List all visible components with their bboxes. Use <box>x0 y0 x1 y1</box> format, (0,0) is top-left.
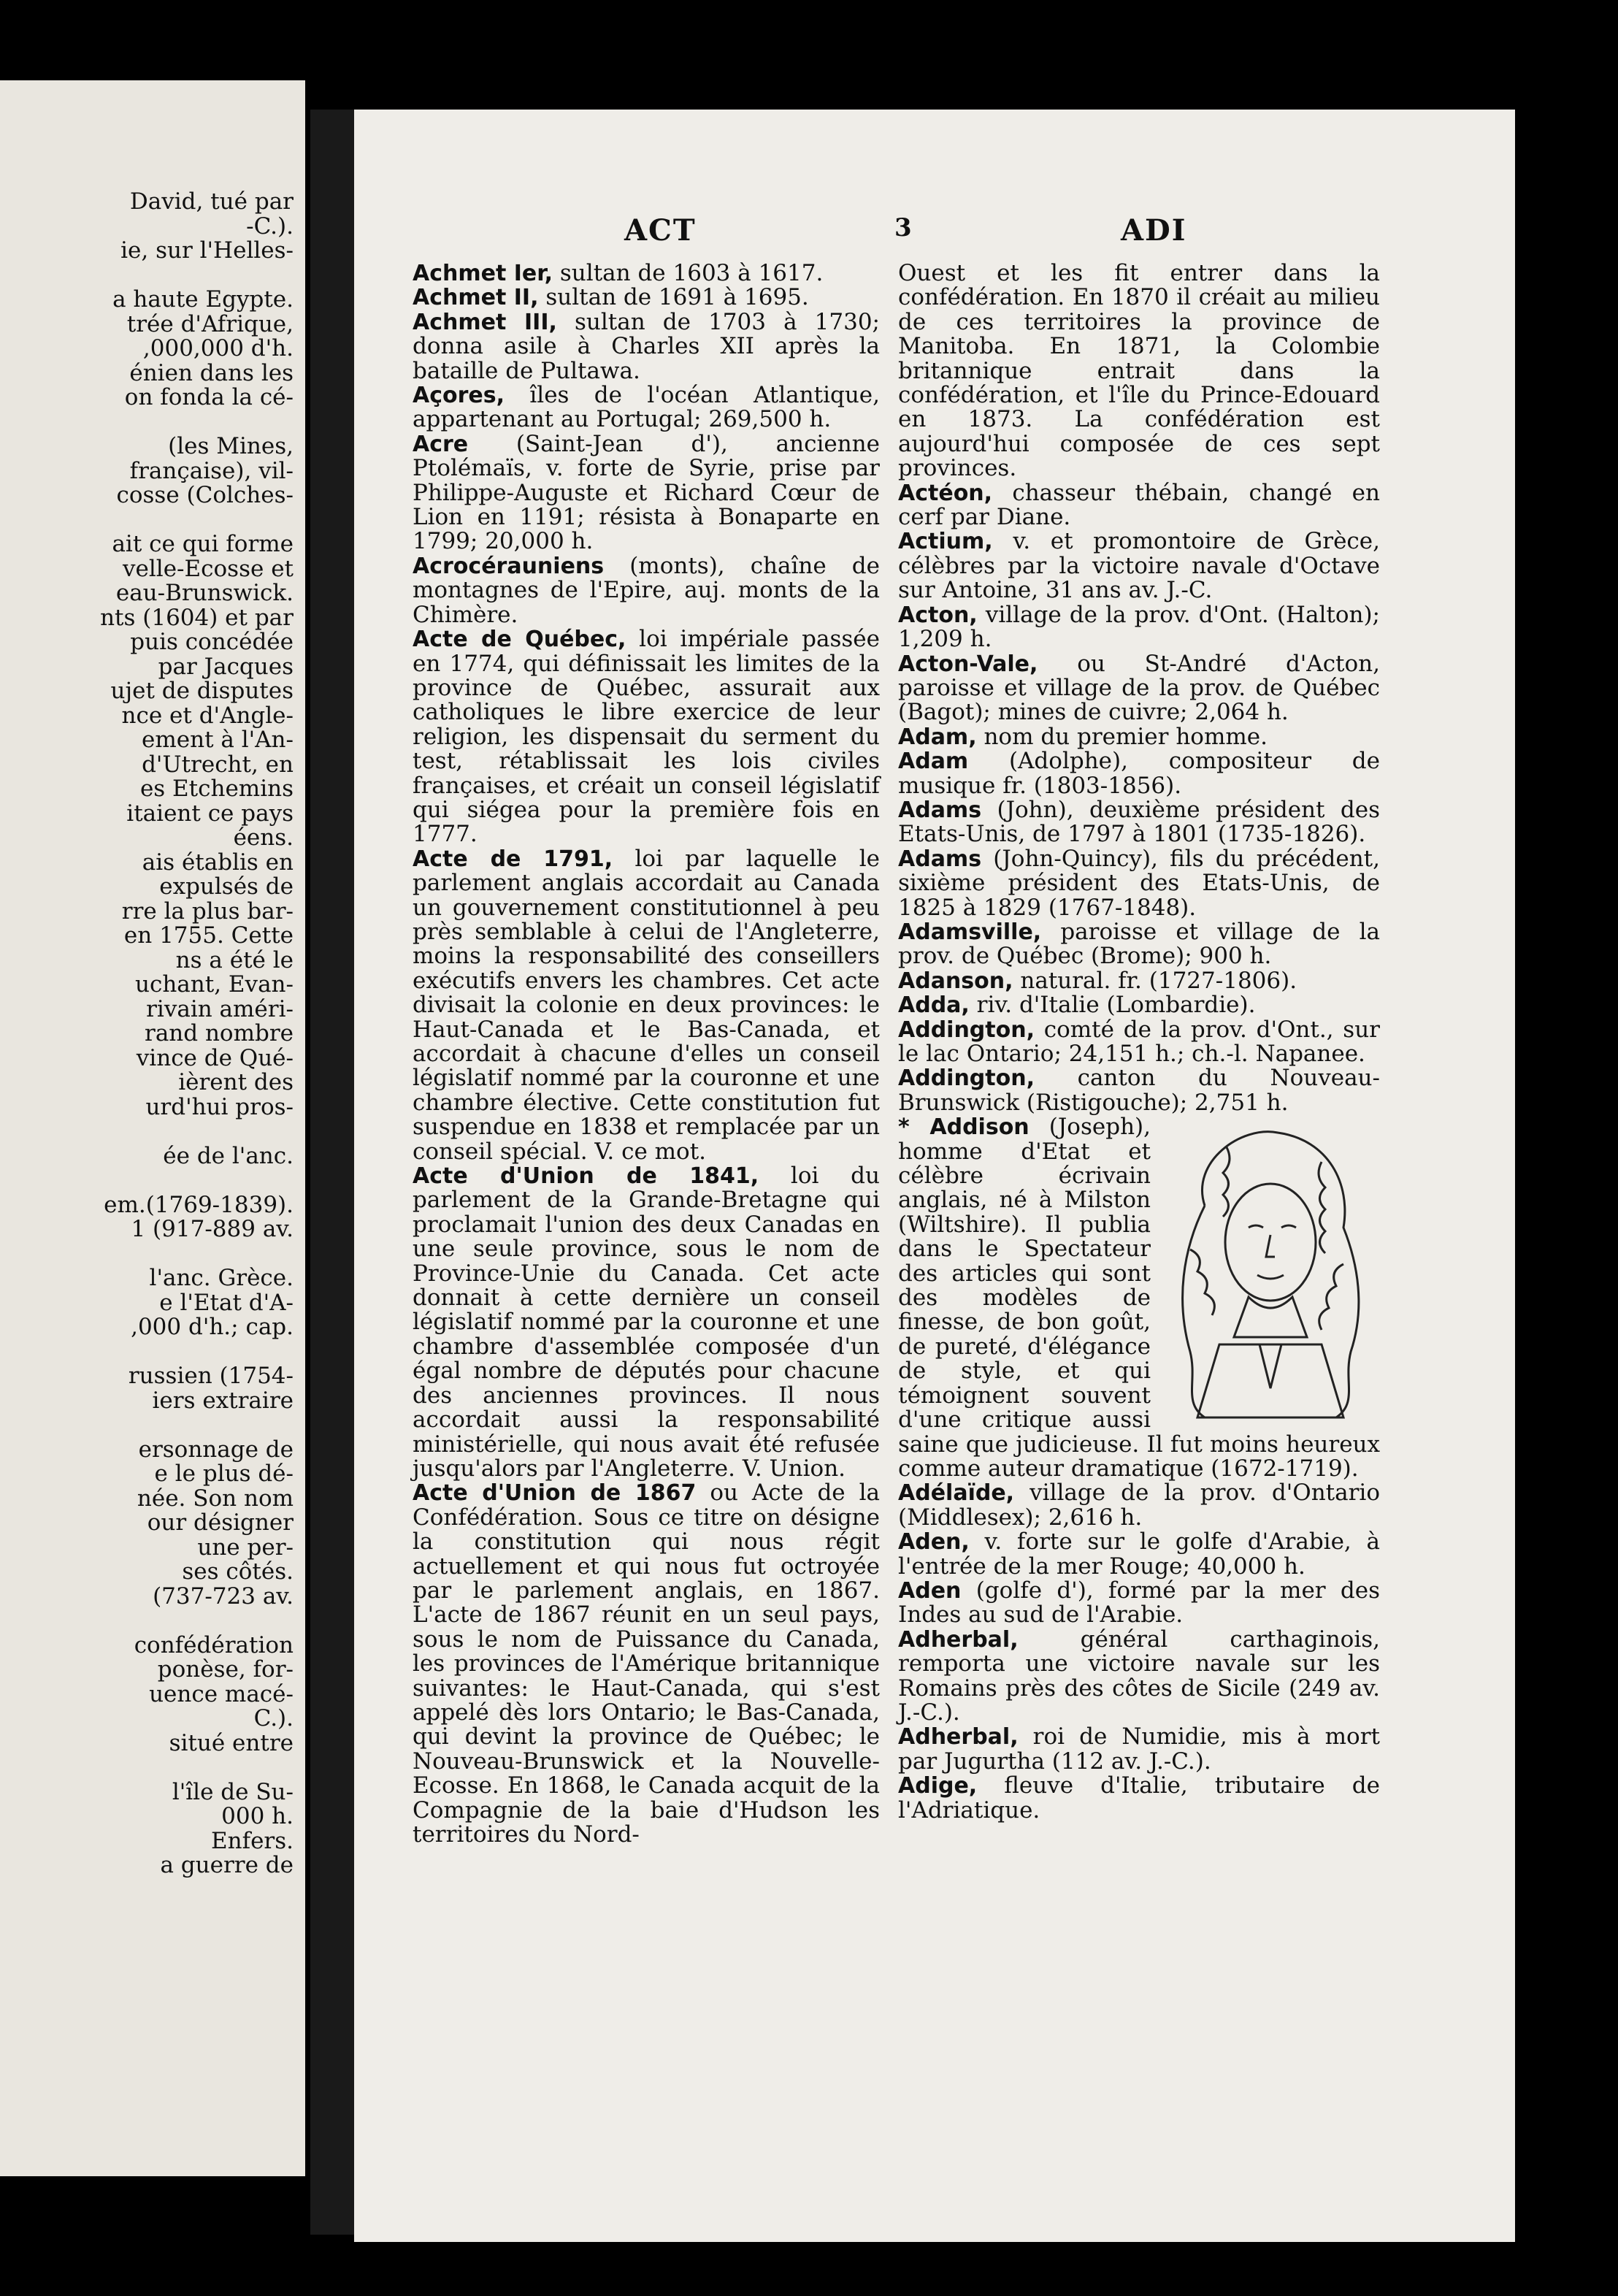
facing-page-line: rre la plus bar- <box>121 898 294 925</box>
facing-page-line: éens. <box>233 824 294 851</box>
facing-page-line: vince de Qué- <box>136 1044 294 1071</box>
dictionary-entry <box>898 798 1380 847</box>
facing-page <box>0 80 305 2176</box>
facing-page-line: d'Utrecht, en <box>142 751 294 778</box>
facing-page-line: expulsés de <box>159 873 294 900</box>
facing-page-line: née. Son nom <box>137 1485 294 1512</box>
facing-page-line: velle-Ecosse et <box>123 555 294 582</box>
dictionary-entry <box>413 1164 880 1481</box>
entry-definition: (John-Quincy), fils du précédent, sixième président des Etats-Unis, de 1825 à 1829 (1767-1848). <box>898 845 1380 921</box>
entry-headword: Adam <box>898 749 969 775</box>
facing-page-line: Enfers. <box>211 1827 294 1854</box>
addison-portrait-icon <box>1161 1118 1380 1425</box>
entry-definition: loi impériale passée en 1774, qui définissait les limites de la province de Québec, assurait aux catholiques le libre exercice de leur religion, les dispensait du serment du test, rétablissait les lois civiles françaises, et créait un conseil législatif qui siégea pour la première fois en 1777. <box>413 626 880 848</box>
facing-page-line: uchant, Evan- <box>135 971 294 998</box>
entry-definition: fleuve d'Italie, tributaire de l'Adriatique. <box>898 1772 1380 1824</box>
entry-definition: v. forte sur le golfe d'Arabie, à l'entrée de la mer Rouge; 40,000 h. <box>898 1528 1380 1580</box>
facing-page-line <box>1 1413 294 1438</box>
dictionary-entry <box>898 969 1380 993</box>
dictionary-entry <box>413 847 880 1164</box>
dictionary-entry <box>413 383 880 432</box>
dictionary-page <box>354 110 1515 2242</box>
facing-page-line: eau-Brunswick. <box>115 580 294 606</box>
entry-headword: Acte de Québec, <box>413 627 626 653</box>
entry-headword: Acte de 1791, <box>413 846 613 872</box>
running-head-left: ACT <box>624 213 697 248</box>
entry-definition: îles de l'océan Atlantique, appartenant au Portugal; 269,500 h. <box>413 382 880 433</box>
dictionary-entry <box>898 847 1380 920</box>
facing-page-line <box>1 410 294 435</box>
facing-page-line: 000 h. <box>221 1803 294 1829</box>
dictionary-entry <box>898 920 1380 969</box>
entry-definition: paroisse et village de la prov. de Québec (Brome); 900 h. <box>898 918 1380 970</box>
facing-page-line: es Etchemins <box>139 776 294 802</box>
facing-page-line: em.(1769-1839). <box>104 1191 294 1218</box>
entry-definition: natural. fr. (1727-1806). <box>1013 967 1297 994</box>
facing-page-line <box>1 1756 294 1780</box>
dictionary-entry <box>898 652 1380 725</box>
dictionary-entry <box>898 1579 1380 1628</box>
entry-headword: Achmet III, <box>413 309 557 335</box>
entry-definition: roi de Numidie, mis à mort par Jugurtha (112 av. J.-C.). <box>898 1723 1380 1775</box>
facing-page-line: a guerre de <box>160 1852 294 1878</box>
entry-headword: Adanson, <box>898 968 1013 994</box>
entry-definition: loi du parlement de la Grande-Bretagne qui proclamait l'union des deux Canadas en une seule province, sous le nom de Province-Unie du Canada. Cet acte donnait à cette dernière un conseil législatif nommé par la couronne et une chambre d'assemblée composée d'un égal nombre de députés pour chacune des anciennes provinces. Il nous accordait aussi la responsabilité ministérielle, qui nous avait été refusée jusqu'alors par l'Angleterre. V. Union. <box>413 1163 880 1482</box>
dictionary-entry <box>898 529 1380 602</box>
entry-headword: Actium, <box>898 529 993 555</box>
entry-headword: Adélaïde, <box>898 1480 1015 1507</box>
dictionary-entry <box>898 749 1380 798</box>
entry-definition: ou St-André d'Acton, paroisse et village de la prov. de Québec (Bagot); mines de cuivre; 2,064 h. <box>898 650 1380 726</box>
facing-page-line: urd'hui pros- <box>145 1093 294 1120</box>
entry-definition: loi par laquelle le parlement anglais accordait au Canada un gouvernement constitutionnel à peu près semblable à celui de l'Angleterre, moins la responsabilité des conseillers exécutifs envers les chambres. Cet acte divisait la colonie en deux provinces: le Haut-Canada et le Bas-Canada, et accordait à chacune d'elles un conseil législatif nommé par la couronne et une chambre élective. Cette constitution fut suspendue en 1838 et remplacée par un conseil spécial. V. ce mot. <box>413 845 880 1165</box>
entry-headword: Acte d'Union de 1867 <box>413 1480 697 1507</box>
entry-headword: Acre <box>413 431 469 457</box>
facing-page-line: ujet de disputes <box>110 678 294 704</box>
entry-headword: * Addison <box>898 1114 1030 1141</box>
dictionary-entry <box>898 1725 1380 1774</box>
entry-definition: village de la prov. d'Ont. (Halton); 1,209 h. <box>898 601 1380 653</box>
dictionary-entry <box>898 481 1380 530</box>
facing-page-line: ée de l'anc. <box>163 1142 294 1169</box>
entry-definition: sultan de 1703 à 1730; donna asile à Charles XII après la bataille de Pultawa. <box>413 308 880 384</box>
entry-definition: sultan de 1603 à 1617. <box>553 260 824 286</box>
entry-headword: Açores, <box>413 383 505 409</box>
entries-column-left <box>413 261 880 1847</box>
entry-definition: Ouest et les fit entrer dans la confédération. En 1870 il créait au milieu de ces territoires la province de Manitoba. En 1871, la Colombie britannique entrait dans la confédération, et l'île du Prince-Edouard en 1873. La confédération est aujourd'hui composée de ces sept provinces. <box>898 260 1380 482</box>
facing-page-line: russien (1754- <box>128 1363 294 1389</box>
entry-definition: nom du premier homme. <box>976 723 1268 750</box>
facing-page-line: on fonda la cé- <box>124 384 294 410</box>
facing-page-line: cosse (Colches- <box>116 482 294 508</box>
facing-page-line: situé entre <box>169 1729 294 1756</box>
facing-page-line: (737-723 av. <box>153 1583 294 1610</box>
entry-definition: sultan de 1691 à 1695. <box>538 284 809 311</box>
facing-page-line: -C.). <box>246 213 294 240</box>
entry-definition: village de la prov. d'Ontario (Middlesex); 2,616 h. <box>898 1480 1380 1531</box>
facing-page-line: ais établis en <box>142 849 294 876</box>
dictionary-entry <box>898 1018 1380 1067</box>
facing-page-line: puis concédée <box>130 629 294 655</box>
entry-headword: Achmet Ier, <box>413 261 553 286</box>
facing-page-line: rivain améri- <box>146 995 294 1022</box>
dictionary-entry <box>413 261 880 286</box>
facing-page-line: confédération <box>134 1631 294 1658</box>
entry-definition: (golfe d'), formé par la mer des Indes au sud de l'Arabie. <box>898 1577 1380 1629</box>
entry-headword: Achmet II, <box>413 285 539 311</box>
dictionary-entry <box>413 310 880 383</box>
entries-column-right <box>898 261 1380 1823</box>
facing-page-line: e l'Etat d'A- <box>159 1289 294 1316</box>
facing-page-line: uence macé- <box>149 1680 294 1707</box>
facing-page-line: française), vil- <box>129 457 294 484</box>
dictionary-entry <box>413 286 880 310</box>
entry-definition: (Adolphe), compositeur de musique fr. (1803-1856). <box>898 748 1380 799</box>
facing-page-line: ponèse, for- <box>157 1656 294 1683</box>
dictionary-entry <box>898 993 1380 1017</box>
facing-page-line: l'anc. Grèce. <box>149 1265 294 1291</box>
running-head-right: ADI <box>1121 213 1187 248</box>
dictionary-entry <box>413 432 880 554</box>
dictionary-entry <box>898 603 1380 652</box>
entry-definition: (Saint-Jean d'), ancienne Ptolémaïs, v. forte de Syrie, prise par Philippe-Auguste et Richard Cœur de Lion en 1191; résista à Bonaparte en 1799; 20,000 h. <box>413 430 880 555</box>
facing-page-line: nce et d'Angle- <box>121 702 294 729</box>
facing-page-text <box>1 190 294 1878</box>
facing-page-line: ièrent des <box>178 1069 294 1095</box>
facing-page-line: énien dans les <box>129 359 294 386</box>
entry-headword: Adherbal, <box>898 1724 1019 1750</box>
facing-page-line <box>1 264 294 288</box>
dictionary-entry <box>898 1481 1380 1530</box>
facing-page-line <box>1 1168 294 1193</box>
entry-headword: Acrocérauniens <box>413 553 605 579</box>
facing-page-line: ie, sur l'Helles- <box>120 237 294 264</box>
dictionary-entry <box>898 725 1380 749</box>
facing-page-line: en 1755. Cette <box>123 922 294 949</box>
entry-definition: général carthaginois, remporta une victoire navale sur les Romains près des côtes de Sicile (249 av. J.-C.). <box>898 1626 1380 1726</box>
entry-headword: Addington, <box>898 1065 1035 1092</box>
entry-headword: Aden, <box>898 1529 970 1555</box>
dictionary-entry <box>898 1530 1380 1579</box>
dictionary-entry <box>898 1066 1380 1115</box>
facing-page-line: e le plus dé- <box>154 1461 294 1487</box>
dictionary-entry <box>413 627 880 847</box>
facing-page-line: ses côtés. <box>182 1558 294 1585</box>
entry-definition: chasseur thébain, changé en cerf par Diane. <box>898 479 1380 531</box>
facing-page-line: par Jacques <box>158 653 294 680</box>
facing-page-line <box>1 508 294 533</box>
facing-page-line: nts (1604) et par <box>100 604 294 631</box>
entry-headword: Addington, <box>898 1017 1035 1043</box>
facing-page-line: David, tué par <box>129 188 294 215</box>
facing-page-line: ement à l'An- <box>142 727 294 753</box>
facing-page-line: 1 (917-889 av. <box>131 1216 294 1242</box>
facing-page-line: a haute Egypte. <box>112 286 294 313</box>
page-number: 3 <box>894 213 913 242</box>
facing-page-line: ns a été le <box>175 946 294 973</box>
entry-headword: Adige, <box>898 1773 978 1799</box>
facing-page-line <box>1 1242 294 1267</box>
dictionary-entry <box>413 554 880 627</box>
dictionary-entry <box>413 1481 880 1847</box>
facing-page-line: our désigner <box>147 1509 294 1536</box>
facing-page-line: iers extraire <box>152 1387 294 1414</box>
entry-headword: Actéon, <box>898 480 993 506</box>
entry-definition: v. et promontoire de Grèce, célèbres par la victoire navale d'Octave sur Antoine, 31 ans av. J.-C. <box>898 528 1380 604</box>
dictionary-entry <box>898 1774 1380 1823</box>
entry-headword: Adda, <box>898 992 970 1019</box>
facing-page-line <box>1 1609 294 1634</box>
facing-page-line: ,000 d'h.; cap. <box>131 1314 294 1340</box>
entry-definition: (John), deuxième président des Etats-Unis, de 1797 à 1801 (1735-1826). <box>898 796 1380 848</box>
entry-headword: Adam, <box>898 724 977 750</box>
entry-headword: Adams <box>898 797 982 823</box>
facing-page-line: ersonnage de <box>138 1436 294 1463</box>
entry-definition: canton du Nouveau-Brunswick (Ristigouche); 2,751 h. <box>898 1065 1380 1116</box>
book-gutter <box>310 110 354 2235</box>
entry-definition: (monts), chaîne de montagnes de l'Epire, auj. monts de la Chimère. <box>413 552 880 628</box>
entry-definition: comté de la prov. d'Ont., sur le lac Ontario; 24,151 h.; ch.-l. Napanee. <box>898 1016 1380 1067</box>
facing-page-line: C.). <box>253 1705 294 1731</box>
entry-headword: Acte d'Union de 1841, <box>413 1163 759 1190</box>
entry-headword: Acton-Vale, <box>898 651 1038 677</box>
entry-headword: Adamsville, <box>898 919 1042 945</box>
facing-page-line: l'île de Su- <box>172 1778 294 1805</box>
facing-page-line: rand nombre <box>145 1020 294 1046</box>
entry-definition: (Joseph), homme d'Etat et célèbre écrivain anglais, né à Milston (Wiltshire). Il publia dans le Spectateur des articles qui sont des modèles de finesse, de bon goût, de pureté, d'élégance de style, et qui témoignent souvent d'une critique aussi saine que judicieuse. Il fut moins heureux comme auteur dramatique (1672-1719). <box>898 1114 1380 1482</box>
facing-page-line <box>1 1120 294 1144</box>
entry-headword: Acton, <box>898 602 978 628</box>
facing-page-line: itaient ce pays <box>126 800 294 827</box>
entry-headword: Aden <box>898 1577 962 1604</box>
dictionary-entry <box>898 1628 1380 1726</box>
facing-page-line <box>1 1340 294 1365</box>
entry-definition: ou Acte de la Confédération. Sous ce titre on désigne la constitution qui nous régit actuellement et qui nous fut octroyée par le parlement anglais, en 1867. L'acte de 1867 réunit en un seul pays, sous le nom de Puissance du Canada, les provinces de l'Amérique britannique suivantes: le Haut-Canada, qui s'est appelé dès lors Ontario; le Bas-Canada, qui devint la province de Québec; le Nouveau-Brunswick et la Nouvelle-Ecosse. En 1868, le Canada acquit de la Compagnie de la baie d'Hudson les territoires du Nord- <box>413 1480 881 1848</box>
facing-page-line: trée d'Afrique, <box>126 310 294 337</box>
facing-page-line: une per- <box>197 1534 294 1561</box>
entry-headword: Adherbal, <box>898 1626 1019 1653</box>
entry-headword: Adams <box>898 846 982 872</box>
dictionary-entry <box>898 261 1380 481</box>
facing-page-line: (les Mines, <box>168 433 294 459</box>
facing-page-line: ait ce qui forme <box>112 531 294 557</box>
facing-page-line: ,000,000 d'h. <box>142 335 294 361</box>
entry-definition: riv. d'Italie (Lombardie). <box>969 992 1256 1019</box>
